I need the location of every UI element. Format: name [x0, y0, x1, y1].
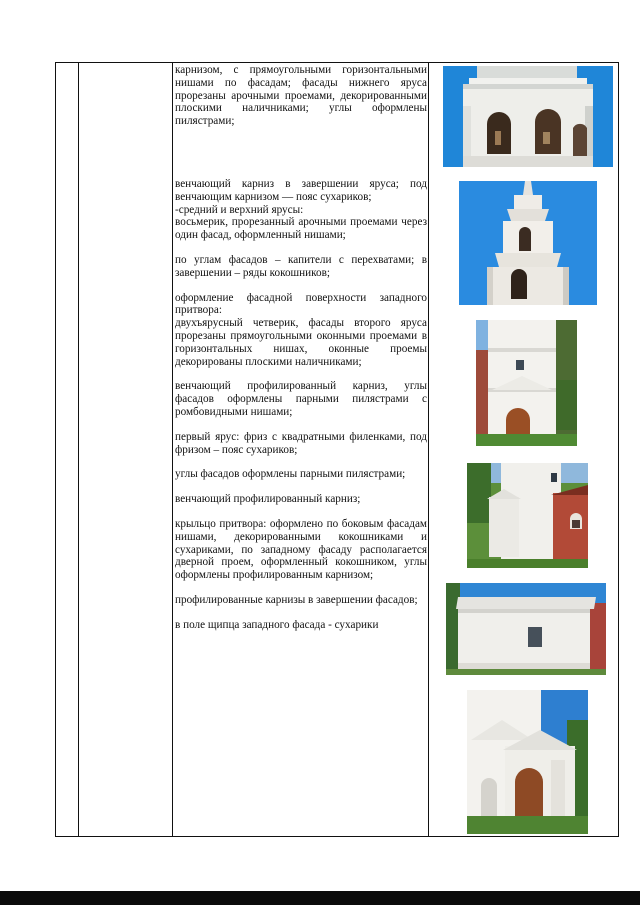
- porch-west-facade-photo: [467, 690, 588, 834]
- bell-tower-upper-tiers-photo: [459, 181, 597, 305]
- description-text: [175, 64, 427, 632]
- table-column-divider: [172, 62, 173, 837]
- description-paragraph: карнизом, с прямоугольными горизонтальными нишами по фасадам; фасады нижнего яруса прорезаны арочными проемами, декорированными плоскими наличниками; углы оформлены пилястрами;: [175, 64, 427, 128]
- description-paragraph: двухъярусный четверик, фасады второго яруса прорезаны прямоугольными оконными проемами в горизонтальных нишах, оконные проемы декорированы плоскими наличниками;: [175, 317, 427, 368]
- description-paragraph: по углам фасадов – капители с перехватами; в завершении – ряды кокошников;: [175, 253, 427, 279]
- scan-bottom-edge: [0, 891, 640, 905]
- description-paragraph: венчающий карниз в завершении яруса; под венчающим карнизом — пояс сухариков;: [175, 177, 427, 203]
- description-paragraph: крыльцо притвора: оформлено по боковым фасадам нишами, декорированными кокошниками и сухариками, по западному фасаду располагается дверной проем, оформленный кокошником, углы оформлены профилированным карнизом;: [175, 517, 427, 582]
- description-paragraph: оформление фасадной поверхности западного притвора:: [175, 291, 427, 317]
- west-narthex-tower-photo: [476, 320, 577, 446]
- description-paragraph: первый ярус: фриз с квадратными филенками, под фризом – пояс сухариков;: [175, 430, 427, 456]
- description-paragraph: в поле щипца западного фасада - сухарики: [175, 618, 379, 631]
- description-paragraph: углы фасадов оформлены парными пилястрами;: [175, 468, 406, 481]
- table-column-divider: [78, 62, 79, 837]
- table-column-divider: [428, 62, 429, 837]
- description-paragraph: венчающий профилированный карниз;: [175, 493, 361, 506]
- bell-tower-lower-tier-photo: [443, 66, 613, 167]
- description-paragraph: восьмерик, прорезанный арочными проемами через один фасад, оформленный нишами;: [175, 216, 427, 242]
- description-paragraph: профилированные карнизы в завершении фасадов;: [175, 593, 418, 606]
- description-paragraph: -средний и верхний ярусы:: [175, 203, 304, 216]
- narthex-corner-photo: [467, 463, 588, 568]
- description-paragraph: венчающий профилированный карниз, углы фасадов оформлены парными пилястрами с ромбовидными нишами;: [175, 380, 427, 418]
- narthex-wall-window-photo: [446, 583, 606, 675]
